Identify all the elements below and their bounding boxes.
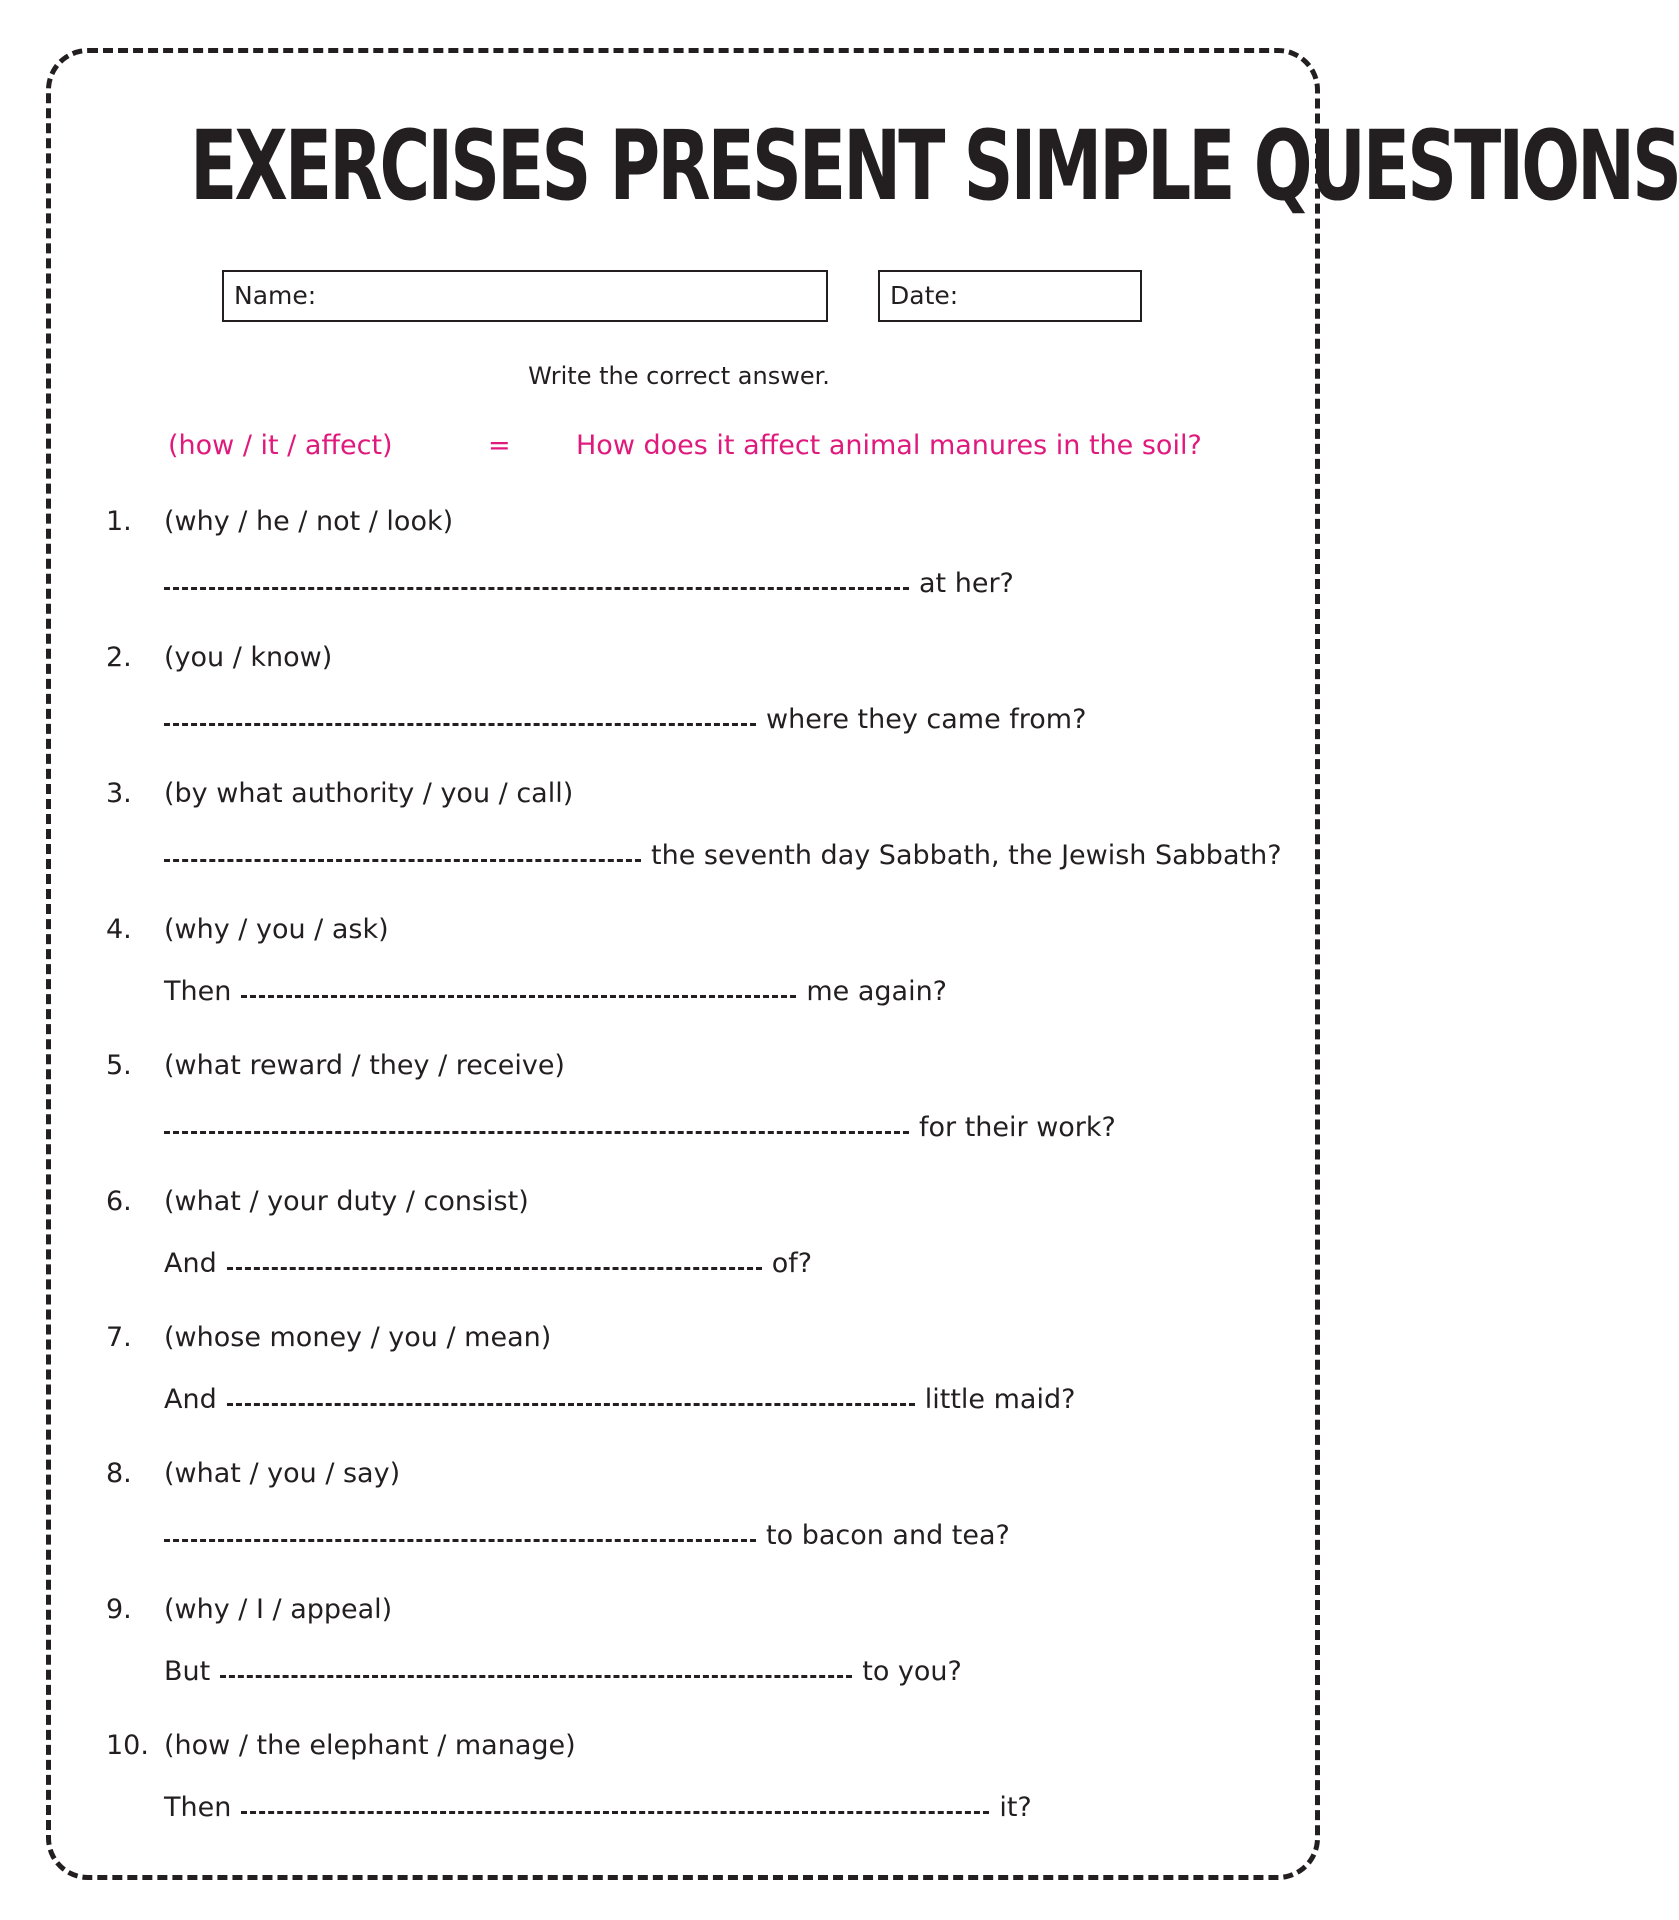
question-number: 4. <box>106 914 132 945</box>
answer-prefix: But <box>164 1656 211 1687</box>
question-prompt: (what / you / say) <box>164 1458 401 1489</box>
question-number: 6. <box>106 1186 132 1217</box>
answer-prefix: And <box>164 1384 217 1415</box>
answer-blank[interactable] <box>164 1130 909 1134</box>
answer-suffix: where they came from? <box>766 704 1087 735</box>
answer-line <box>164 976 947 1007</box>
answer-blank[interactable] <box>227 1402 915 1406</box>
name-label: Name: <box>234 281 317 310</box>
answer-line <box>164 1656 962 1687</box>
date-label: Date: <box>890 281 959 310</box>
worksheet-title: EXERCISES PRESENT SIMPLE QUESTIONS <box>190 110 1679 222</box>
answer-line <box>164 1384 1075 1415</box>
answer-prefix: And <box>164 1248 217 1279</box>
question-number: 8. <box>106 1458 132 1489</box>
answer-blank[interactable] <box>164 1538 756 1542</box>
example-equals: = <box>488 430 511 461</box>
answer-blank[interactable] <box>241 994 796 998</box>
question-number: 7. <box>106 1322 132 1353</box>
answer-suffix: it? <box>999 1792 1032 1823</box>
question-number: 1. <box>106 506 132 537</box>
answer-suffix: me again? <box>806 976 948 1007</box>
date-field[interactable] <box>878 270 1142 322</box>
question-prompt: (what / your duty / consist) <box>164 1186 529 1217</box>
answer-blank[interactable] <box>164 722 756 726</box>
answer-prefix: Then <box>164 1792 232 1823</box>
question-prompt: (how / the elephant / manage) <box>164 1730 576 1761</box>
question-prompt: (why / he / not / look) <box>164 506 454 537</box>
answer-suffix: the seventh day Sabbath, the Jewish Sabbath? <box>651 840 1282 871</box>
answer-line <box>164 840 1282 871</box>
example-cue: (how / it / affect) <box>168 430 393 461</box>
answer-prefix: Then <box>164 976 232 1007</box>
question-number: 5. <box>106 1050 132 1081</box>
answer-suffix: of? <box>771 1248 813 1279</box>
answer-suffix: for their work? <box>919 1112 1116 1143</box>
answer-blank[interactable] <box>227 1266 762 1270</box>
question-number: 10. <box>106 1730 149 1761</box>
answer-line <box>164 1792 1032 1823</box>
question-number: 2. <box>106 642 132 673</box>
answer-blank[interactable] <box>241 1810 989 1814</box>
answer-line <box>164 1520 1010 1551</box>
question-prompt: (why / I / appeal) <box>164 1594 393 1625</box>
answer-blank[interactable] <box>164 858 641 862</box>
question-number: 9. <box>106 1594 132 1625</box>
answer-suffix: little maid? <box>924 1384 1076 1415</box>
answer-suffix: to bacon and tea? <box>766 1520 1010 1551</box>
answer-blank[interactable] <box>220 1674 852 1678</box>
answer-suffix: at her? <box>919 568 1014 599</box>
answer-line <box>164 568 1014 599</box>
question-prompt: (you / know) <box>164 642 333 673</box>
answer-blank[interactable] <box>164 586 909 590</box>
name-field[interactable] <box>222 270 828 322</box>
question-prompt: (what reward / they / receive) <box>164 1050 565 1081</box>
example-answer: How does it affect animal manures in the soil? <box>576 430 1202 461</box>
question-number: 3. <box>106 778 132 809</box>
answer-line <box>164 1248 812 1279</box>
question-prompt: (by what authority / you / call) <box>164 778 574 809</box>
question-prompt: (whose money / you / mean) <box>164 1322 552 1353</box>
answer-suffix: to you? <box>862 1656 962 1687</box>
answer-line <box>164 704 1086 735</box>
instruction-text: Write the correct answer. <box>528 362 830 390</box>
answer-line <box>164 1112 1116 1143</box>
question-prompt: (why / you / ask) <box>164 914 389 945</box>
